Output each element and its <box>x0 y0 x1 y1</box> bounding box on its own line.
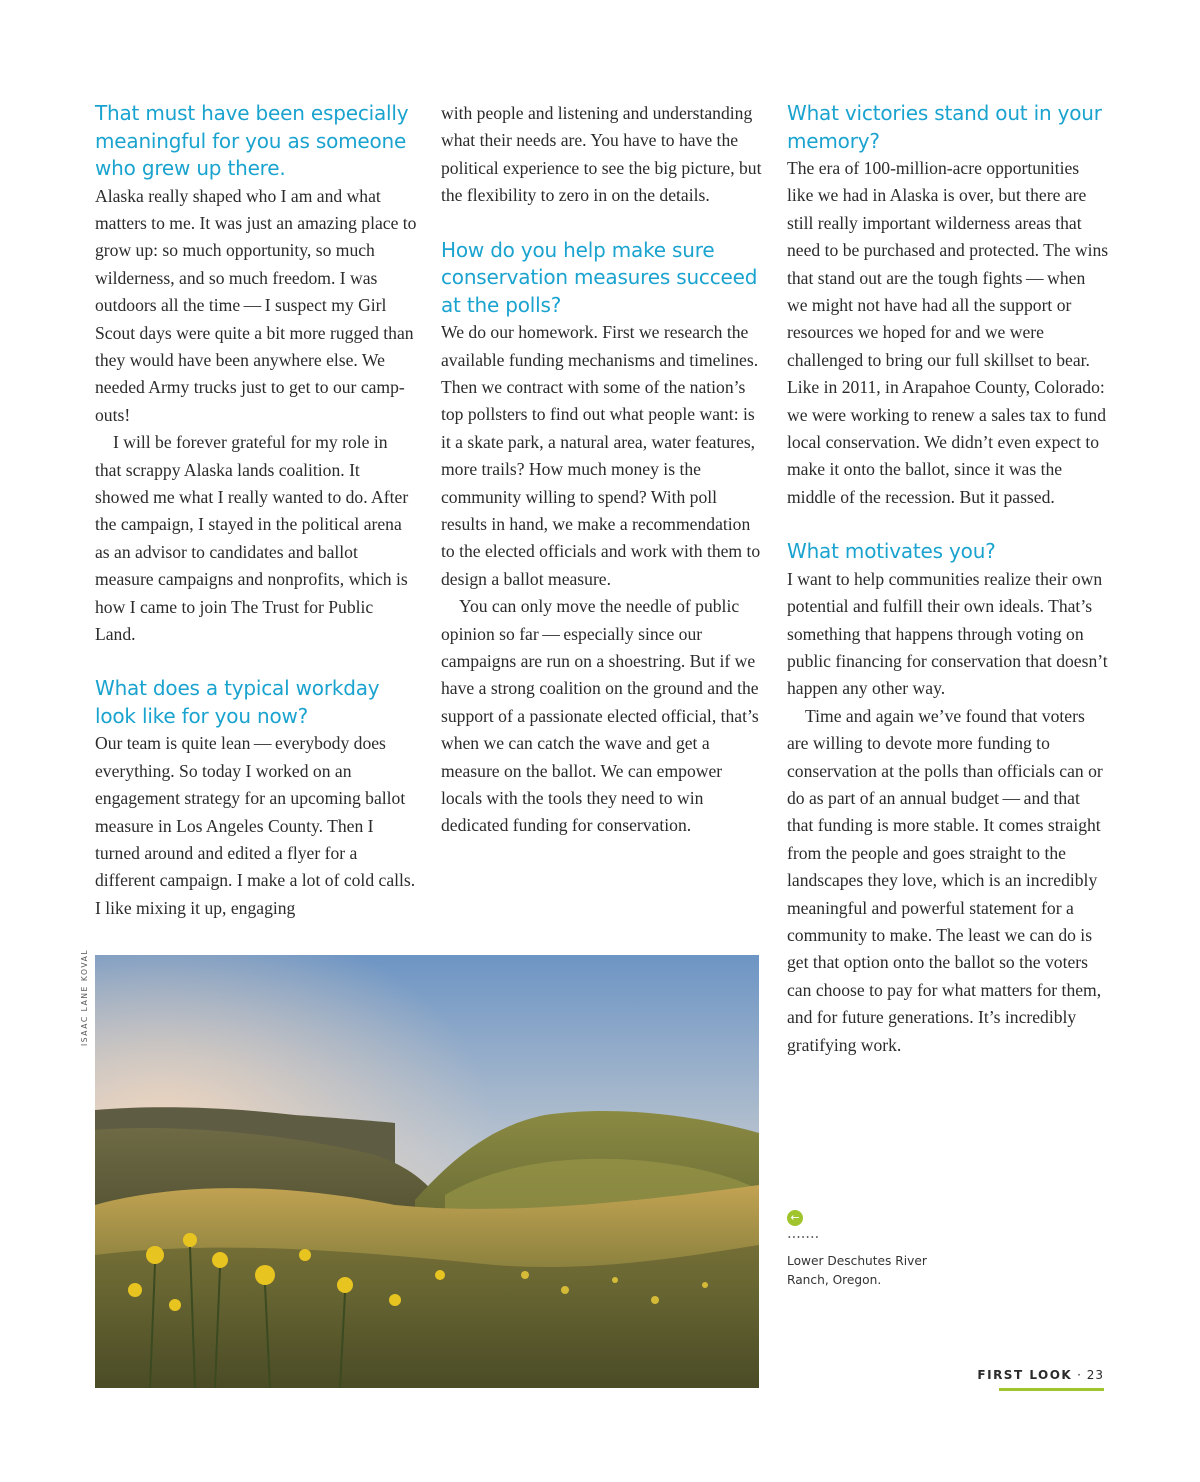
question-heading: What does a typical workday look like for you now? <box>95 676 380 728</box>
answer-paragraph: I will be forever grateful for my role in that scrappy Alaska lands coalition. It showed me what I really wanted to do. After the campaign, I stayed in the political arena as an advisor to candidates and ballot measure campaigns and nonprofits, which is how I came to join The Trust for Public Land. <box>95 432 409 644</box>
footer-separator: · <box>1077 1368 1082 1382</box>
question-heading: How do you help make sure conservation measures succeed at the polls? <box>441 237 758 317</box>
column-2 <box>441 100 763 840</box>
answer-paragraph: You can only move the needle of public opinion so far — especially since our campaigns are run on a shoestring. But if we have a strong coalition on the ground and the support of a passionate elected official, that’s when we can catch the wave and get a measure on the ballot. We can empower locals with the tools they need to win dedicated funding for conservation. <box>441 596 759 836</box>
caption-divider <box>787 1236 819 1238</box>
arrow-left-icon: ← <box>787 1210 803 1226</box>
section-name: FIRST LOOK <box>977 1368 1073 1382</box>
question-heading: That must have been especially meaningful for you as someone who grew up there. <box>95 101 409 180</box>
answer-paragraph: The era of 100-million-acre opportunities like we had in Alaska is over, but there are still really important wilderness areas that need to be purchased and protected. The wins that stand out are the tough fights — when we might not have had all the support or resources we hoped for and we were challenged to bring our full skillset to bear. Like in 2011, in Arapahoe County, Colorado: we were working to renew a sales tax to fund local conservation. We didn’t even expect to make it onto the ballot, since it was the middle of the recession. But it passed. <box>787 158 1109 507</box>
question-heading: What motivates you? <box>787 539 996 564</box>
answer-paragraph: Time and again we’ve found that voters are willing to devote more funding to conservation at the polls than officials can or do as part of an annual budget — and that that funding is more stable. It comes straight from the people and goes straight to the landscapes they love, which is an incredibly meaningful and powerful statement for a community to make. The least we can do is get that option onto the ballot so the voters can choose to pay for what matters for them, and for future generations. It’s incredibly gratifying work. <box>787 705 1103 1055</box>
question-heading: What victories stand out in your memory? <box>787 101 1102 153</box>
answer-paragraph: Alaska really shaped who I am and what matters to me. It was just an amazing place to grow up: so much opportunity, so much wilderness, and so much freedom. I was outdoors all the time — I suspect my Girl Scout days were quite a bit more rugged than they would have been anywhere else. We needed Army trucks just to get to our camp-outs! <box>95 185 417 425</box>
answer-paragraph: with people and listening and understanding what their needs are. You have to have the political experience to see the big picture, but the flexibility to zero in on the details. <box>441 103 762 206</box>
photo-credit: ISAAC LANE KOVAL <box>80 948 89 1046</box>
column-3 <box>787 100 1109 1059</box>
page-footer <box>977 1368 1104 1382</box>
footer-underline <box>999 1388 1104 1391</box>
landscape-photo <box>95 955 759 1388</box>
column-1 <box>95 100 417 922</box>
page-number: 23 <box>1086 1368 1104 1382</box>
answer-paragraph: We do our homework. First we research the available funding mechanisms and timelines. Then we contract with some of the nation’s top pollsters to find out what people want: is it a skate park, a natural area, water features, more trails? How much money is the community willing to spend? With poll results in hand, we make a recommendation to the elected officials and work with them to design a ballot measure. <box>441 322 761 589</box>
answer-paragraph: Our team is quite lean — everybody does everything. So today I worked on an engagement strategy for an upcoming ballot measure in Los Angeles County. Then I turned around and edited a flyer for a different campaign. I make a lot of cold calls. I like mixing it up, engaging <box>95 733 416 918</box>
answer-paragraph: I want to help communities realize their own potential and fulfill their own ideals. That’s something that happens through voting on public financing for conservation that doesn’t happen any other way. <box>787 568 1108 699</box>
photo-caption: Lower Deschutes River Ranch, Oregon. <box>787 1254 927 1287</box>
